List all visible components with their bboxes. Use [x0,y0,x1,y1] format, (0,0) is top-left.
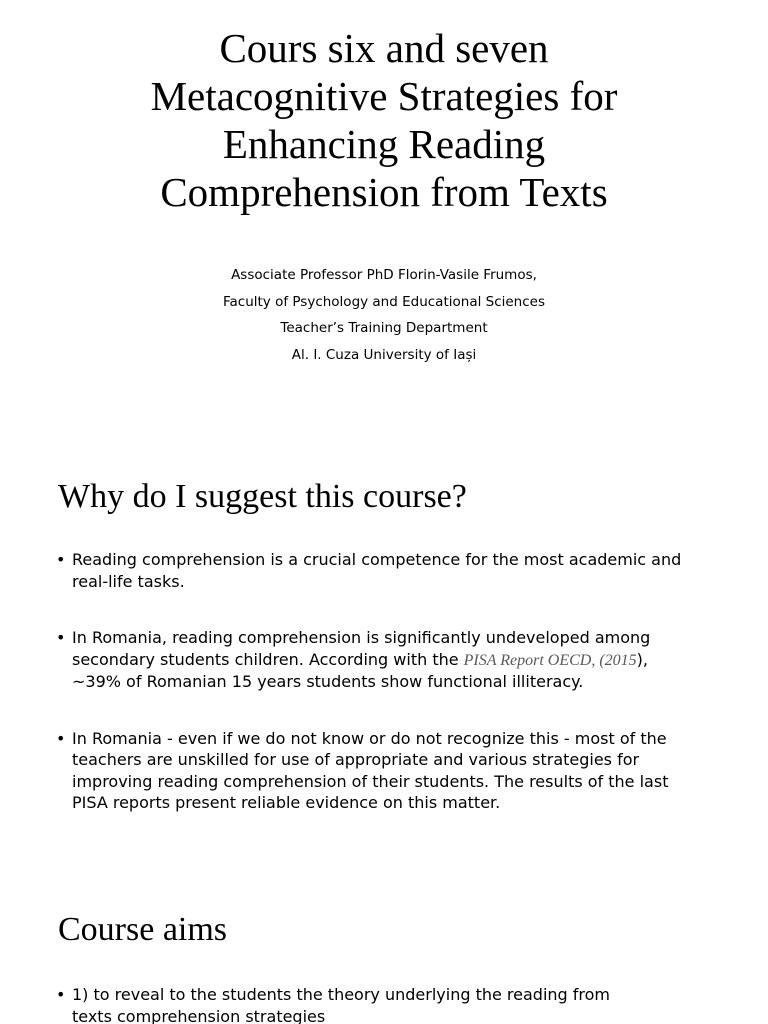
author-info [40,262,728,368]
author-university: Al. I. Cuza University of Iași [291,346,477,363]
presentation-title [40,24,728,216]
bullet-list [56,984,736,1024]
title-line: Cours six and seven [219,25,549,71]
bullet-icon: • [56,985,66,1004]
title-line: Metacognitive Strategies for [150,73,618,119]
bullet-text-line: texts comprehension strategies [72,1006,326,1024]
bullet-text-segment: ), [636,649,648,669]
bullet-list [56,549,736,849]
citation: PISA Report OECD, (2015 [463,651,637,669]
bullet-text-line: real-life tasks. [72,571,185,591]
author-department: Teacher’s Training Department [280,320,488,336]
bullet-text-line: In Romania, reading comprehension is significantly undeveloped among [72,628,651,647]
slide-title: Why do I suggest this course? [58,478,467,515]
bullet-text-segment: secondary students children. According with the [72,649,464,669]
bullet-icon: • [56,628,66,647]
bullet-text-line [72,649,736,672]
bullet-icon: • [56,550,66,569]
author-name: Associate Professor PhD Florin-Vasile Frumos, [231,267,537,283]
aims-slide [0,876,768,1024]
bullet-item [56,549,736,592]
bullet-icon: • [56,728,66,748]
bullet-text-line: teachers are unskilled for use of appropriate and various strategies for [72,750,640,769]
bullet-item [56,728,736,814]
title-line: Enhancing Reading [222,121,546,167]
bullet-text-line: ~39% of Romanian 15 years students show functional illiteracy. [72,672,584,691]
bullet-item [56,984,736,1024]
bullet-text-line: improving reading comprehension of their students. The results of the last [72,771,669,791]
bullet-text-line: 1) to reveal to the students the theory underlying the reading from [72,985,611,1004]
bullet-text-line: Reading comprehension is a crucial competence for the most academic and [72,550,682,569]
bullet-text-line: In Romania - even if we do not know or do not recognize this - most of the [72,728,667,748]
title-slide [0,0,768,420]
author-faculty: Faculty of Psychology and Educational Sciences [222,293,545,310]
title-line: Comprehension from Texts [160,169,608,215]
slide-title: Course aims [58,911,228,948]
motivation-slide [0,432,768,864]
bullet-text-line: PISA reports present reliable evidence on this matter. [72,793,501,812]
bullet-item [56,627,736,693]
